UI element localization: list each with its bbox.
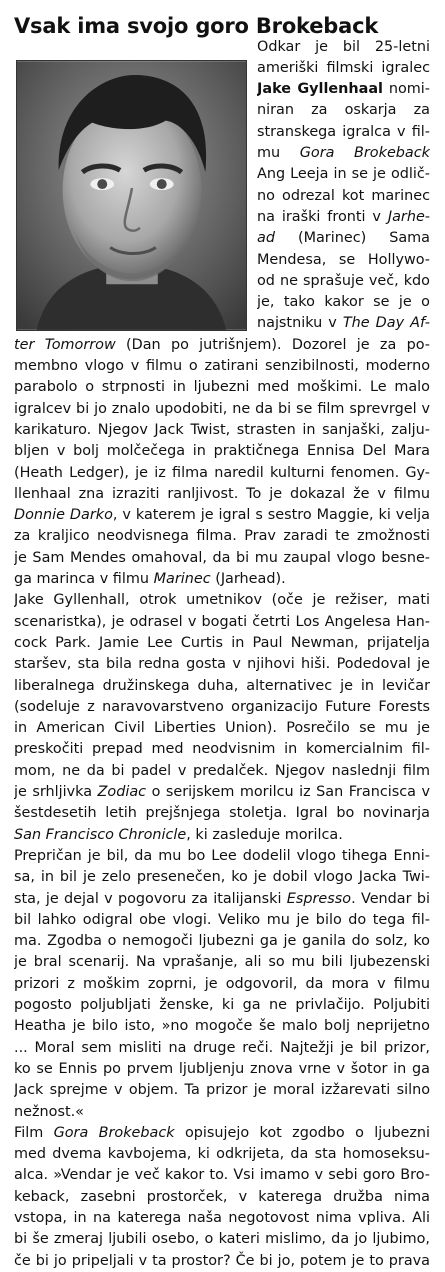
text-line	[14, 717, 430, 739]
text-line	[257, 121, 430, 143]
text-line	[14, 589, 430, 611]
text-run: sa, in bil je zelo presenečen, ko je dobil vlogo Jacka Twi-	[14, 869, 430, 886]
text-run: scenaristka), je odrasel v bogati četrti Los Angelesa Han-	[14, 613, 430, 630]
italic-text: Donnie Darko	[14, 507, 113, 524]
text-line	[14, 973, 430, 995]
text-run: , ki zasleduje morilca.	[186, 826, 343, 843]
text-line	[14, 866, 430, 888]
text-run: membno vlogo v filmu o zatirani senzibilnosti, moderno	[14, 358, 430, 374]
text-line	[14, 845, 430, 867]
text-line	[14, 653, 430, 675]
text-run: karikaturo. Njegov Jack Twist, strasten in sanjaški, zalju-	[14, 421, 430, 438]
text-line	[14, 483, 430, 505]
text-run: liberalnega družinskega duha, alternativec je in levičar	[14, 677, 430, 694]
text-run: je bral scenarij. Na vprašanje, ali so mu bili ljubezenski	[14, 954, 430, 971]
text-line	[14, 1101, 430, 1123]
text-line	[257, 163, 430, 185]
text-run: Heatha je bilo isto, »no mogoče še malo bolj neprijetno	[14, 1018, 430, 1035]
italic-text: The Day Af-	[342, 315, 430, 332]
text-run: za kraljico neodvisnega filma. Prav zaradi te zmožnosti	[14, 528, 430, 545]
portrait-illustration	[17, 61, 246, 330]
text-run: bljen v bolj molčečega in praktičnega Ennisa Del Mara	[14, 443, 430, 460]
text-line	[257, 312, 430, 334]
text-line	[14, 376, 430, 398]
text-line	[14, 1037, 430, 1059]
text-run: je Sam Mendes omahoval, da bi mu zaupal vlogo besne-	[14, 549, 430, 566]
text-run: no odrezal kot marinec	[257, 187, 430, 204]
text-run: . Vendar bi	[351, 890, 430, 907]
text-run: med dvema kavbojema, ki odkrijeta, da sta homoseksu-	[14, 1146, 430, 1163]
text-run: cock Park. Jamie Lee Curtis in Paul Newman, prijatelja	[14, 634, 430, 651]
text-line	[14, 440, 430, 462]
text-line	[14, 675, 430, 697]
italic-text: Gora Brokeback	[53, 1124, 175, 1141]
text-line	[14, 951, 430, 973]
italic-text: Marinec	[153, 571, 211, 587]
text-run: keback, zasebni prostorček, v katerega družba nima	[14, 1188, 430, 1205]
italic-text: ter Tomorrow	[14, 336, 116, 353]
text-run: ko se Ennis po prvem ljubljenju znova vrne v šotor in ga	[14, 1060, 430, 1077]
text-run: igralcev bi jo znalo upodobiti, ne da bi se film sprevrgel v	[14, 400, 430, 417]
text-run: šestdesetih letih prejšnjega stoletja. Igral bo novinarja	[14, 805, 430, 822]
text-run: , v katerem je igral s sestro Maggie, ki velja	[112, 507, 430, 524]
text-line	[257, 78, 430, 100]
text-line	[257, 185, 430, 207]
italic-text: Gora Brokeback	[299, 145, 430, 161]
text-line	[14, 1143, 430, 1165]
text-run: najstniku v	[257, 315, 343, 332]
text-run: ga marinca v filmu	[14, 571, 154, 587]
italic-text: Espresso	[286, 890, 352, 907]
portrait-photo	[16, 60, 247, 331]
text-run: Jake Gyllenhall, otrok umetnikov (oče je režiser, mati	[14, 592, 430, 609]
text-line	[14, 888, 430, 910]
text-run: Ang Leeja in se je odlič-	[257, 166, 430, 183]
text-line	[14, 632, 430, 654]
text-line	[14, 994, 430, 1016]
text-line	[14, 1207, 430, 1229]
text-line	[14, 1164, 430, 1186]
text-line	[14, 1228, 430, 1250]
text-line	[14, 1058, 430, 1080]
text-run: bil lahko odigral obe vlogi. Veliko mu je bilo do tega fil-	[14, 911, 430, 928]
text-line	[14, 398, 430, 420]
text-line	[14, 696, 430, 718]
text-run: (sodeluje z naravovarstveno organizacijo Future Forests	[14, 698, 430, 715]
text-run: nežnost.«	[14, 1103, 84, 1120]
text-line	[14, 462, 430, 484]
text-run: (Jarhead).	[210, 571, 286, 587]
text-line	[257, 291, 430, 313]
text-run: je, tako kakor se je o	[257, 294, 430, 311]
text-run: Prepričan je bil, da mu bo Lee dodelil vlogo tihega Enni-	[14, 847, 430, 864]
text-line	[14, 355, 430, 377]
text-run: preskočiti prepad med neodvisnim in komercialnim fil-	[14, 741, 430, 758]
text-run: stranskega igralca v fil-	[257, 123, 430, 140]
text-run: pogosto poljubljati ženske, ki ga ne privlačijo. Poljubiti	[14, 997, 430, 1013]
text-line	[14, 1079, 430, 1101]
text-run: in American Civil Liberties Union). Posrečilo se mu je	[14, 720, 430, 737]
text-line	[14, 781, 430, 803]
text-line	[257, 57, 430, 79]
text-run: če bi jo pripeljali v ta prostor? Če bi jo, potem je to prava	[14, 1252, 430, 1269]
text-line	[14, 547, 430, 569]
text-run: staršev, sta bila redna gosta v njihovi hiši. Podedoval je	[14, 656, 430, 673]
text-run: je srhljivka	[14, 784, 98, 800]
text-line	[14, 611, 430, 633]
text-line	[14, 1015, 430, 1037]
text-line	[14, 1186, 430, 1208]
text-run: ... Moral sem misliti na druge reči. Najtežji je bil prizor,	[14, 1039, 430, 1056]
text-run: ma. Zgodba o nemogoči ljubezni ga je ganila do solz, ko	[14, 933, 430, 950]
text-line	[14, 504, 430, 526]
text-line	[257, 99, 430, 121]
text-line	[14, 802, 430, 824]
text-line	[257, 206, 430, 228]
text-line	[257, 142, 430, 164]
italic-text: Zodiac	[97, 784, 147, 800]
text-line	[14, 760, 430, 782]
text-line	[14, 334, 430, 356]
text-run: nomi-	[382, 81, 430, 98]
text-run: (Marinec) Sama	[274, 230, 430, 247]
text-run: mom, ne da bi padel v predalček. Njegov naslednji film	[14, 762, 430, 779]
italic-text: ad	[257, 230, 275, 247]
text-line	[257, 227, 430, 249]
italic-text: Jarhe-	[387, 208, 430, 225]
headline: Vsak ima svojo goro Brokeback	[14, 14, 379, 38]
text-run: Mendesa, se Hollywo-	[257, 251, 430, 268]
text-line	[14, 568, 430, 590]
text-run: alca. »Vendar je več kakor to. Vsi imamo v sebi goro Bro-	[14, 1167, 430, 1184]
text-run: sta, je dejal v pogovoru za italijanski	[14, 890, 287, 907]
text-run: vstopa, in na katerega naša negotovost nima vpliva. Ali	[14, 1210, 430, 1226]
text-line	[14, 1122, 430, 1144]
text-run: o serijskem morilcu iz San Francisca v	[146, 784, 430, 800]
text-line	[14, 419, 430, 441]
text-line	[14, 909, 430, 931]
text-line	[257, 36, 430, 58]
text-line	[257, 270, 430, 292]
text-run: (Heath Ledger), je iz filma naredil kulturni fenomen. Gy-	[14, 464, 430, 481]
text-run: llenhaal zna izraziti ranljivost. To je dokazal že v filmu	[14, 485, 430, 502]
text-line	[257, 249, 430, 271]
text-run: niran za oskarja za	[257, 102, 430, 119]
bold-text: Jake Gyllenhaal	[257, 81, 383, 98]
text-line	[14, 525, 430, 547]
text-run: parabolo o strpnosti in ljubezni med moškimi. Le malo	[14, 379, 430, 396]
text-line	[14, 1250, 430, 1272]
text-run: opisujejo kot zgodbo o ljubezni	[174, 1124, 430, 1141]
text-run: bi še zmeraj ljubili osebo, o kateri mislimo, da jo ljubimo,	[14, 1231, 430, 1248]
text-run: (Dan po jutrišnjem). Dozorel je za po-	[115, 336, 430, 353]
text-line	[14, 738, 430, 760]
text-line	[14, 824, 430, 846]
text-run: Jack sprejme v objem. Ta prizor je moral izžarevati silno	[14, 1082, 430, 1099]
text-run: Film	[14, 1124, 54, 1141]
text-run: mu	[257, 145, 300, 161]
italic-text: San Francisco Chronicle	[14, 826, 187, 843]
text-run: Odkar je bil 25-letni	[257, 38, 430, 55]
text-run: od ne sprašuje več, kdo	[257, 272, 430, 289]
text-run: prizori z moškim zoprni, je odgovoril, da mora v filmu	[14, 975, 430, 992]
text-line	[14, 930, 430, 952]
text-run: ameriški filmski igralec	[257, 59, 430, 76]
text-run: na iraški fronti v	[257, 208, 388, 225]
